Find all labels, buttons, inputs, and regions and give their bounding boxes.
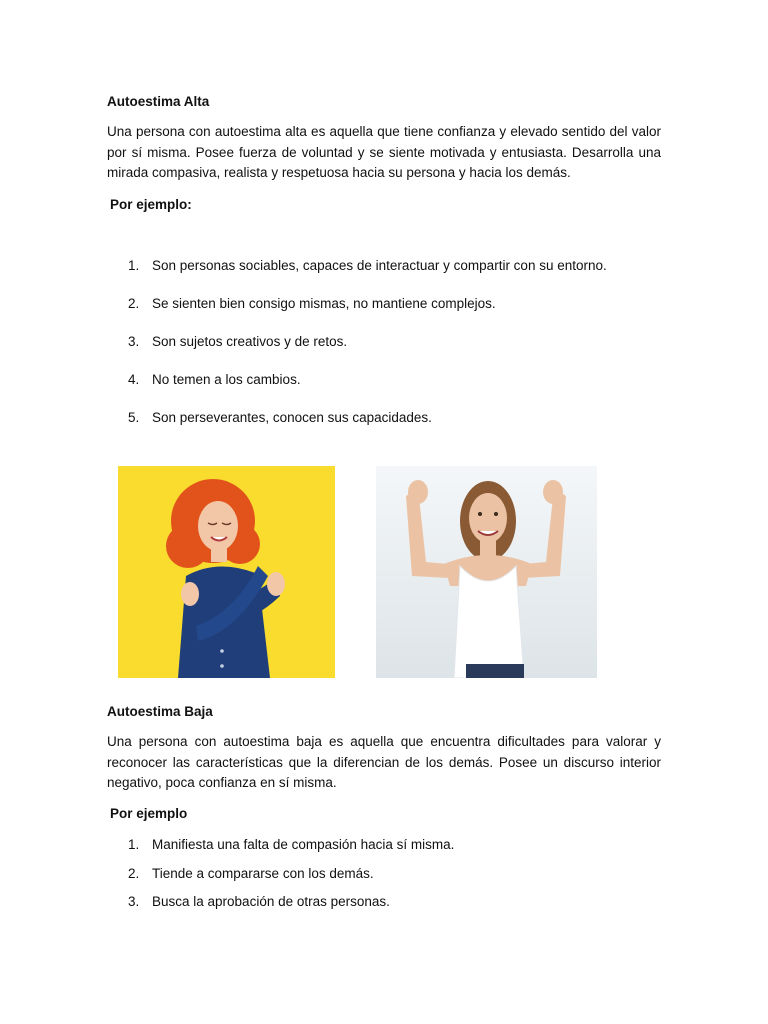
list-text: Son sujetos creativos y de retos. xyxy=(152,334,348,349)
list-number: 2. xyxy=(128,866,140,881)
list-number: 1. xyxy=(128,258,140,273)
list-text: Se sienten bien consigo mismas, no mantiene complejos. xyxy=(152,296,496,311)
list-text: Son personas sociables, capaces de interactuar y compartir con su entorno. xyxy=(152,258,607,273)
list-text: Manifiesta una falta de compasión hacia sí misma. xyxy=(152,837,455,852)
section-title-high: Autoestima Alta xyxy=(107,94,210,109)
list-item xyxy=(128,893,390,911)
list-number: 1. xyxy=(128,837,140,852)
list-item xyxy=(128,409,432,427)
photo-woman-flexing xyxy=(376,466,597,678)
list-number: 3. xyxy=(128,334,140,349)
list-item xyxy=(128,295,496,313)
list-number: 4. xyxy=(128,372,140,387)
list-item xyxy=(128,333,347,351)
section-title-low: Autoestima Baja xyxy=(107,704,213,719)
example-label-high: Por ejemplo: xyxy=(110,197,192,212)
example-label-low: Por ejemplo xyxy=(110,806,188,821)
list-item xyxy=(128,371,301,389)
list-item xyxy=(128,865,374,883)
list-item xyxy=(128,257,607,275)
photo-woman-self-hug xyxy=(118,466,335,678)
list-number: 5. xyxy=(128,410,140,425)
list-number: 2. xyxy=(128,296,140,311)
paragraph-high: Una persona con autoestima alta es aquella que tiene confianza y elevado sentido del valor por sí misma. Posee fuerza de voluntad y se siente motivada y entusiasta. Desarrolla una mirada compasiva, realista y respetuosa hacia su persona y hacia los demás. xyxy=(107,124,661,180)
list-number: 3. xyxy=(128,894,140,909)
list-item xyxy=(128,836,454,854)
list-text: Busca la aprobación de otras personas. xyxy=(152,894,390,909)
list-text: Tiende a compararse con los demás. xyxy=(152,866,374,881)
list-text: Son perseverantes, conocen sus capacidades. xyxy=(152,410,432,425)
list-text: No temen a los cambios. xyxy=(152,372,301,387)
paragraph-low: Una persona con autoestima baja es aquella que encuentra dificultades para valorar y reconocer las características que la diferencian de los demás. Posee un discurso interior negativo, poca confianza en sí misma. xyxy=(107,734,661,790)
